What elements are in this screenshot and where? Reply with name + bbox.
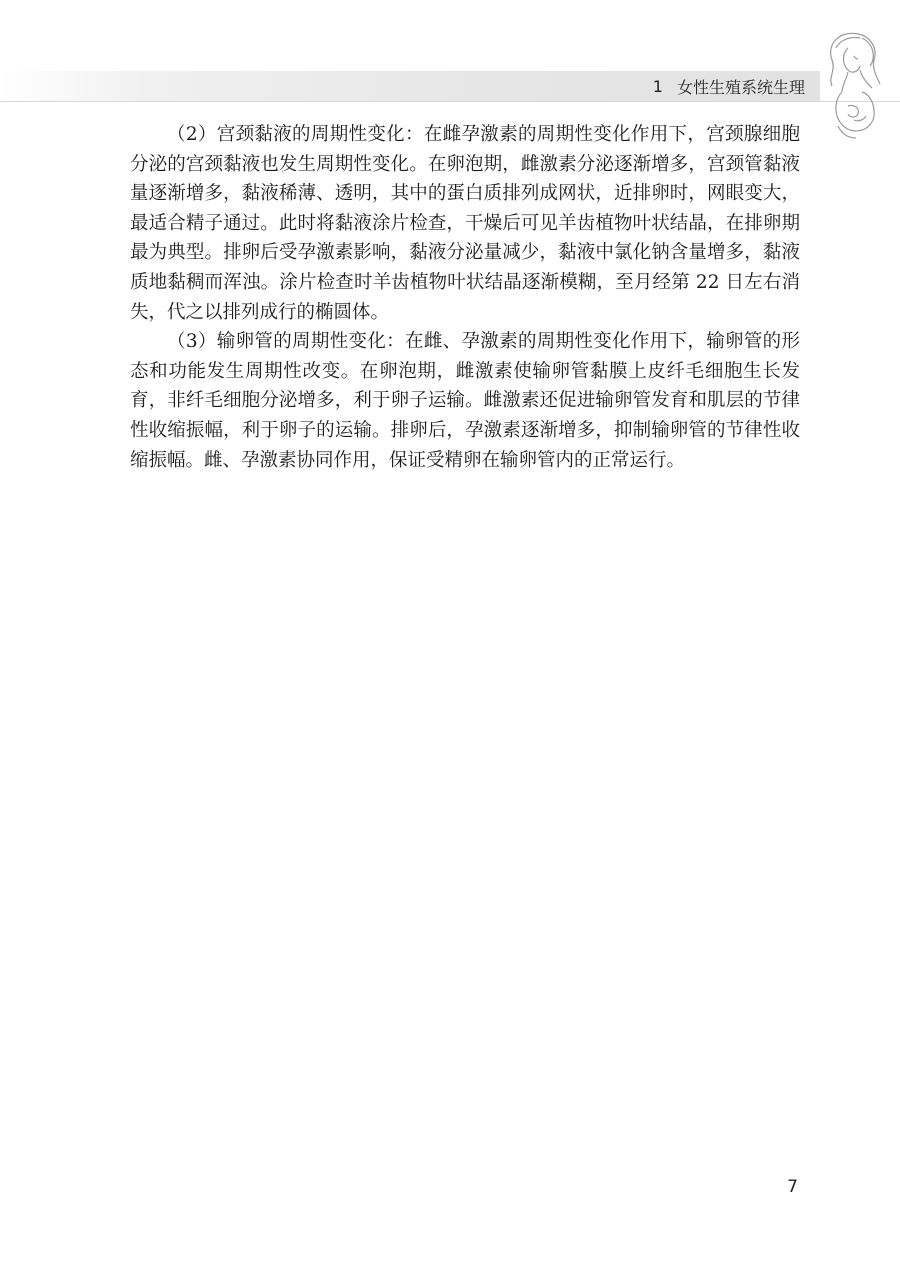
page-number: 7 — [787, 1177, 798, 1197]
body-text — [130, 120, 800, 475]
chapter-title: 女性生殖系统生理 — [676, 77, 805, 97]
paragraph-fallopian-tube: （3）输卵管的周期性变化：在雌、孕激素的周期性变化作用下，输卵管的形态和功能发生周期性改变。在卵泡期，雌激素使输卵管黏膜上皮纤毛细胞生长发育，非纤毛细胞分泌增多，利于卵子运输。雌激素还促进输卵管发育和肌层的节律性收缩振幅，利于卵子的运输。排卵后，孕激素逐渐增多，抑制输卵管的节律性收缩振幅。雌、孕激素协同作用，保证受精卵在输卵管内的正常运行。 — [130, 331, 800, 471]
paragraph-cervical-mucus: （2）宫颈黏液的周期性变化：在雌孕激素的周期性变化作用下，宫颈腺细胞分泌的宫颈黏液也发生周期性变化。在卵泡期，雌激素分泌逐渐增多，宫颈管黏液量逐渐增多，黏液稀薄、透明，其中的蛋白质排列成网状，近排卵时，网眼变大，最适合精子通过。此时将黏液涂片检查，干燥后可见羊齿植物叶状结晶，在排卵期最为典型。排卵后受孕激素影响，黏液分泌量减少，黏液中氯化钠含量增多，黏液质地黏稠而浑浊。涂片检查时羊齿植物叶状结晶逐渐模糊，至月经第 22 日左右消失，代之以排列成行的椭圆体。 — [130, 124, 800, 323]
pregnant-woman-line-art-icon — [818, 26, 886, 142]
chapter-number: 1 — [652, 76, 663, 96]
running-head — [653, 74, 805, 98]
header-rule — [0, 101, 900, 102]
